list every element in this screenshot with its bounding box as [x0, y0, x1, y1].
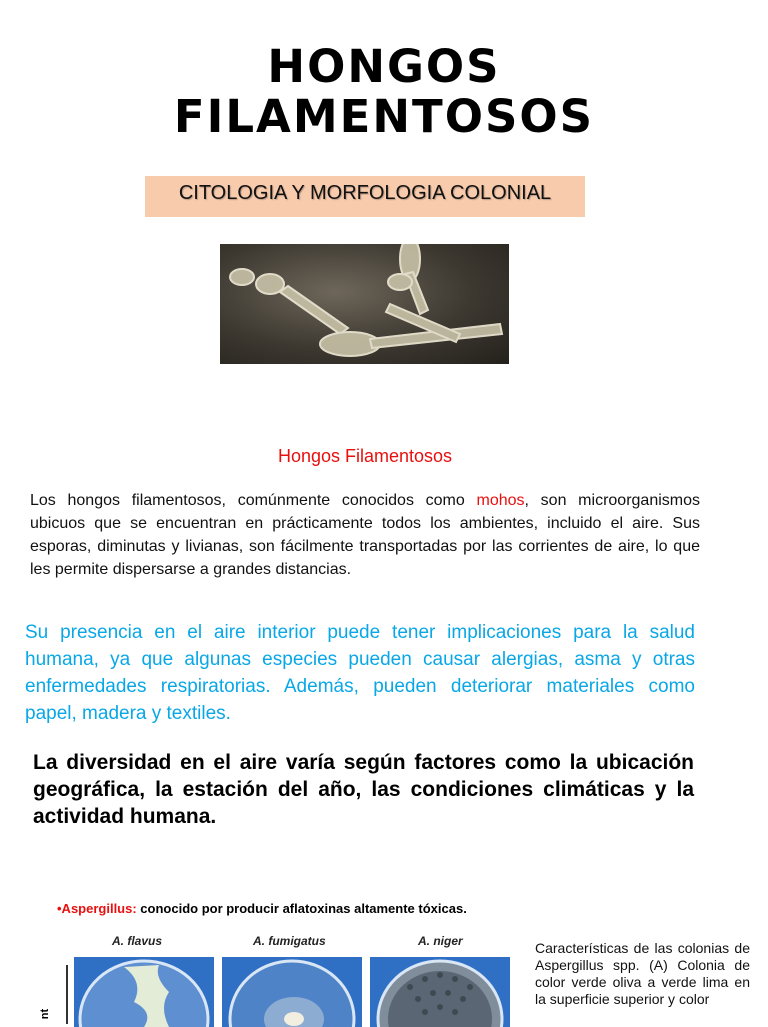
- title-line-1: HONGOS: [267, 40, 501, 93]
- hyphae-drawing: [220, 244, 509, 364]
- p1-after: , son microorganismos ubicuos que se encuentran en prácticamente todos los ambientes, incluido el aire. Sus esporas, diminutas y livianas, son fácilmente transportadas por las corrientes de aire, lo que les permite dispersarse a grandes distancias.: [30, 492, 700, 578]
- subtitle-banner: [145, 176, 585, 217]
- figure-axis-line: [66, 965, 68, 1024]
- page-title: [0, 42, 768, 142]
- aspergillus-label: •Aspergillus:: [57, 901, 137, 916]
- section-heading: Hongos Filamentosos: [277, 446, 453, 466]
- species-label-niger: A. niger: [418, 934, 463, 948]
- species-label-fumigatus: A. fumigatus: [253, 934, 326, 948]
- p1-before: Los hongos filamentosos, comúnmente conocidos como: [30, 492, 477, 509]
- species-label-flavus: A. flavus: [112, 934, 163, 948]
- plate-flavus-image: [74, 957, 214, 1027]
- aspergillus-desc: conocido por producir aflatoxinas altamente tóxicas.: [136, 901, 467, 916]
- p1-highlight: mohos: [476, 492, 525, 509]
- plate-fumigatus-image: [222, 957, 362, 1027]
- figure-axis-label: nt: [39, 1008, 52, 1020]
- plate-fumigatus-drawing: [222, 957, 362, 1027]
- title-line-2: FILAMENTOSOS: [173, 90, 595, 143]
- diversity-paragraph: La diversidad en el aire varía según factores como la ubicación geográfica, la estación del año, las condiciones climáticas y la actividad humana.: [33, 751, 694, 828]
- plate-flavus-drawing: [74, 957, 214, 1027]
- intro-paragraph: [30, 489, 700, 581]
- plate-niger-image: [370, 957, 510, 1027]
- health-paragraph: Su presencia en el aire interior puede tener implicaciones para la salud humana, ya que algunas especies pueden causar alergias, asma y otras enfermedades respiratorias. Además, pueden deteriorar materiales como papel, madera y textiles.: [25, 622, 695, 724]
- aspergillus-line: [57, 901, 537, 916]
- subtitle-text: CITOLOGIA Y MORFOLOGIA COLONIAL: [178, 182, 552, 204]
- plate-niger-drawing: [370, 957, 510, 1027]
- figure-caption: Características de las colonias de Aspergillus spp. (A) Colonia de color verde oliva a verde lima en la superficie superior y color: [535, 940, 750, 1007]
- hyphae-micrograph: [220, 244, 509, 364]
